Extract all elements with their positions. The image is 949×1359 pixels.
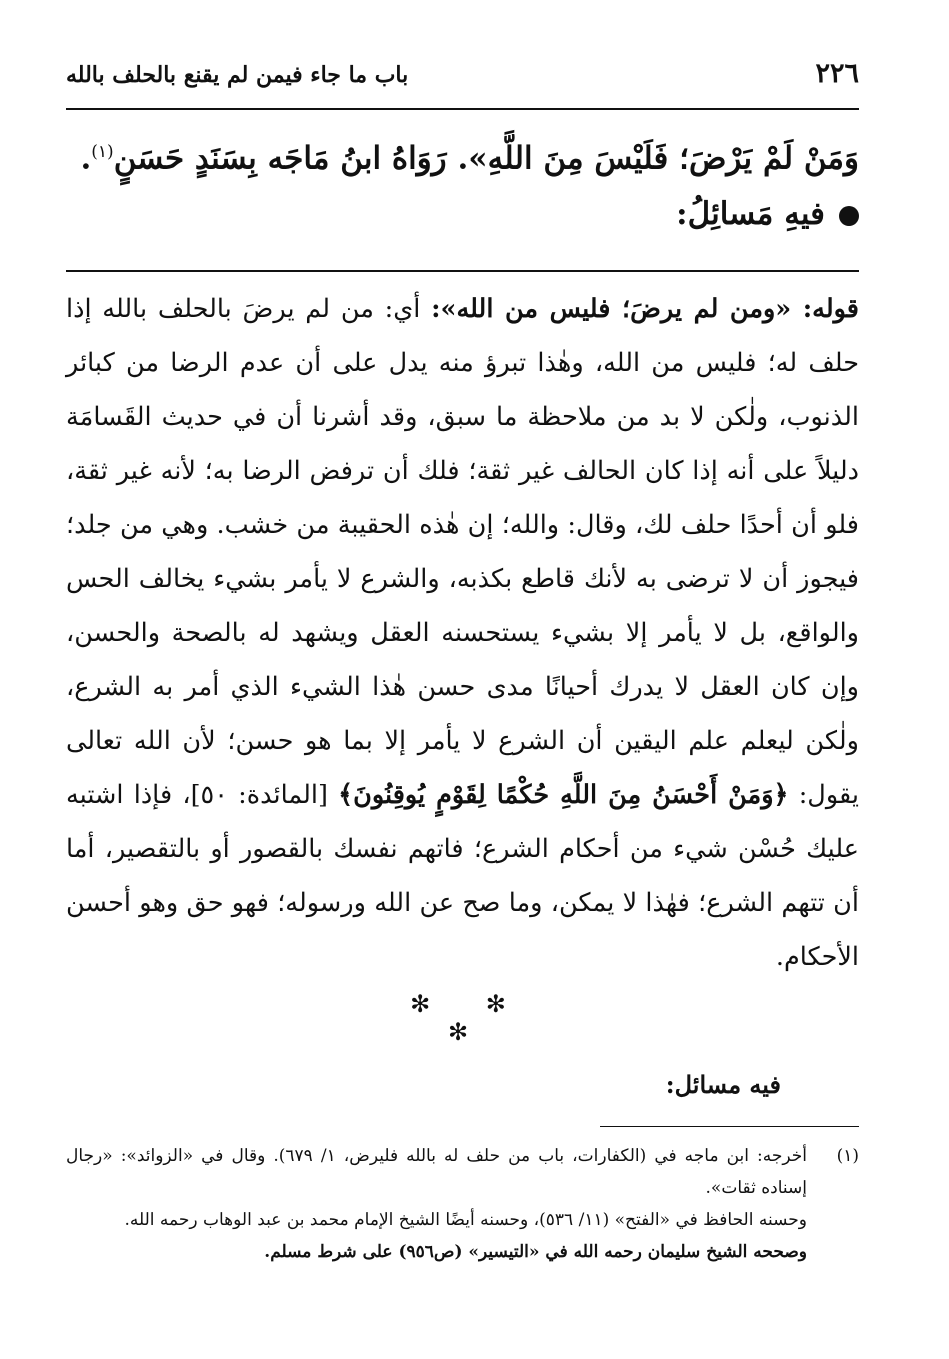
commentary-paragraph bbox=[66, 282, 859, 984]
page-number: ٢٢٦ bbox=[815, 58, 859, 89]
section-rule bbox=[66, 270, 859, 272]
issues-heading-text: فيهِ مَسائِلُ: bbox=[676, 196, 825, 232]
footnote-rule bbox=[600, 1126, 859, 1127]
hadith-end: . bbox=[80, 140, 92, 177]
section-separator: ✻ ✻ ✻ bbox=[410, 990, 530, 1046]
header-rule bbox=[66, 108, 859, 110]
footnotes bbox=[66, 1140, 859, 1268]
quran-verse: ﴿وَمَنْ أَحْسَنُ مِنَ اللَّهِ حُكْمًا لِقَوْمٍ يُوقِنُونَ﴾ bbox=[338, 780, 789, 810]
commentary-text-1: أي: من لم يرضَ بالحلف بالله إذا حلف له؛ فليس من الله، وهٰذا تبرؤ منه يدل على أن عدم الرضا من كبائر الذنوب، ولٰكن لا بد من ملاحظة ما سبق، وقد أشرنا أن في حديث القَسامَة دليلاً على أنه إذا كان الحالف غير ثقة؛ فلك أن ترفض الرضا به؛ لأنه غير ثقة، فلو أن أحدًا حلف لك، وقال: والله؛ إن هٰذه الحقيبة من خشب. وهي من جلد؛ فيجوز أن لا ترضى به لأنك قاطع بكذبه، والشرع لا يأمر بشيء يخالف الحس والواقع، بل لا يأمر إلا بشيء يستحسنه العقل ويشهد له بالصحة والحسن، وإن كان العقل لا يدرك أحيانًا مدى حسن هٰذا الشيء الذي أمر به الشرع، ولٰكن ليعلم علم اليقين أن الشرع لا يأمر إلا بما هو حسن؛ لأن الله تعالى يقول: bbox=[66, 294, 859, 810]
footnote-item bbox=[66, 1140, 859, 1268]
footnote-line-2: وحسنه الحافظ في «الفتح» (١١/ ٥٣٦)، وحسنه أيضًا الشيخ الإمام محمد بن عبد الوهاب رحمه الله. bbox=[124, 1210, 807, 1230]
hadith-body: وَمَنْ لَمْ يَرْضَ؛ فَلَيْسَ مِنَ اللَّهِ». رَوَاهُ ابنُ مَاجَه بِسَنَدٍ حَسَنٍ bbox=[113, 140, 859, 177]
commentary-text-2: [المائدة: ٥٠]، فإذا اشتبه عليك حُسْن شيء من أحكام الشرع؛ فاتهم نفسك بالقصور أو بالتقصير، أما أن تتهم الشرع؛ فهٰذا لا يمكن، وما صح عن الله ورسوله؛ فهو حق وهو أحسن الأحكام. bbox=[66, 780, 859, 972]
issues-heading bbox=[676, 196, 859, 232]
page-header bbox=[66, 58, 859, 98]
hadith-text bbox=[66, 122, 859, 188]
issues-footer: فيه مسائل: bbox=[665, 1070, 781, 1099]
running-title: باب ما جاء فيمن لم يقنع بالحلف بالله bbox=[66, 62, 409, 88]
footnote-body bbox=[66, 1140, 807, 1268]
footnote-line-3: وصححه الشيخ سليمان رحمه الله في «التيسير» (ص٩٥٦) على شرط مسلم. bbox=[264, 1242, 807, 1262]
bullet-icon bbox=[839, 206, 859, 226]
footnote-line-1: أخرجه: ابن ماجه في (الكفارات، باب من حلف له بالله فليرض، ١/ ٦٧٩). وقال في «الزوائد»: «رجال إسناده ثقات». bbox=[66, 1146, 808, 1198]
footnote-number: (١) bbox=[836, 1146, 859, 1166]
footnote-marker[interactable]: (١) bbox=[91, 142, 114, 162]
commentary-lead: قوله: «ومن لم يرضَ؛ فليس من الله»: bbox=[431, 294, 859, 324]
